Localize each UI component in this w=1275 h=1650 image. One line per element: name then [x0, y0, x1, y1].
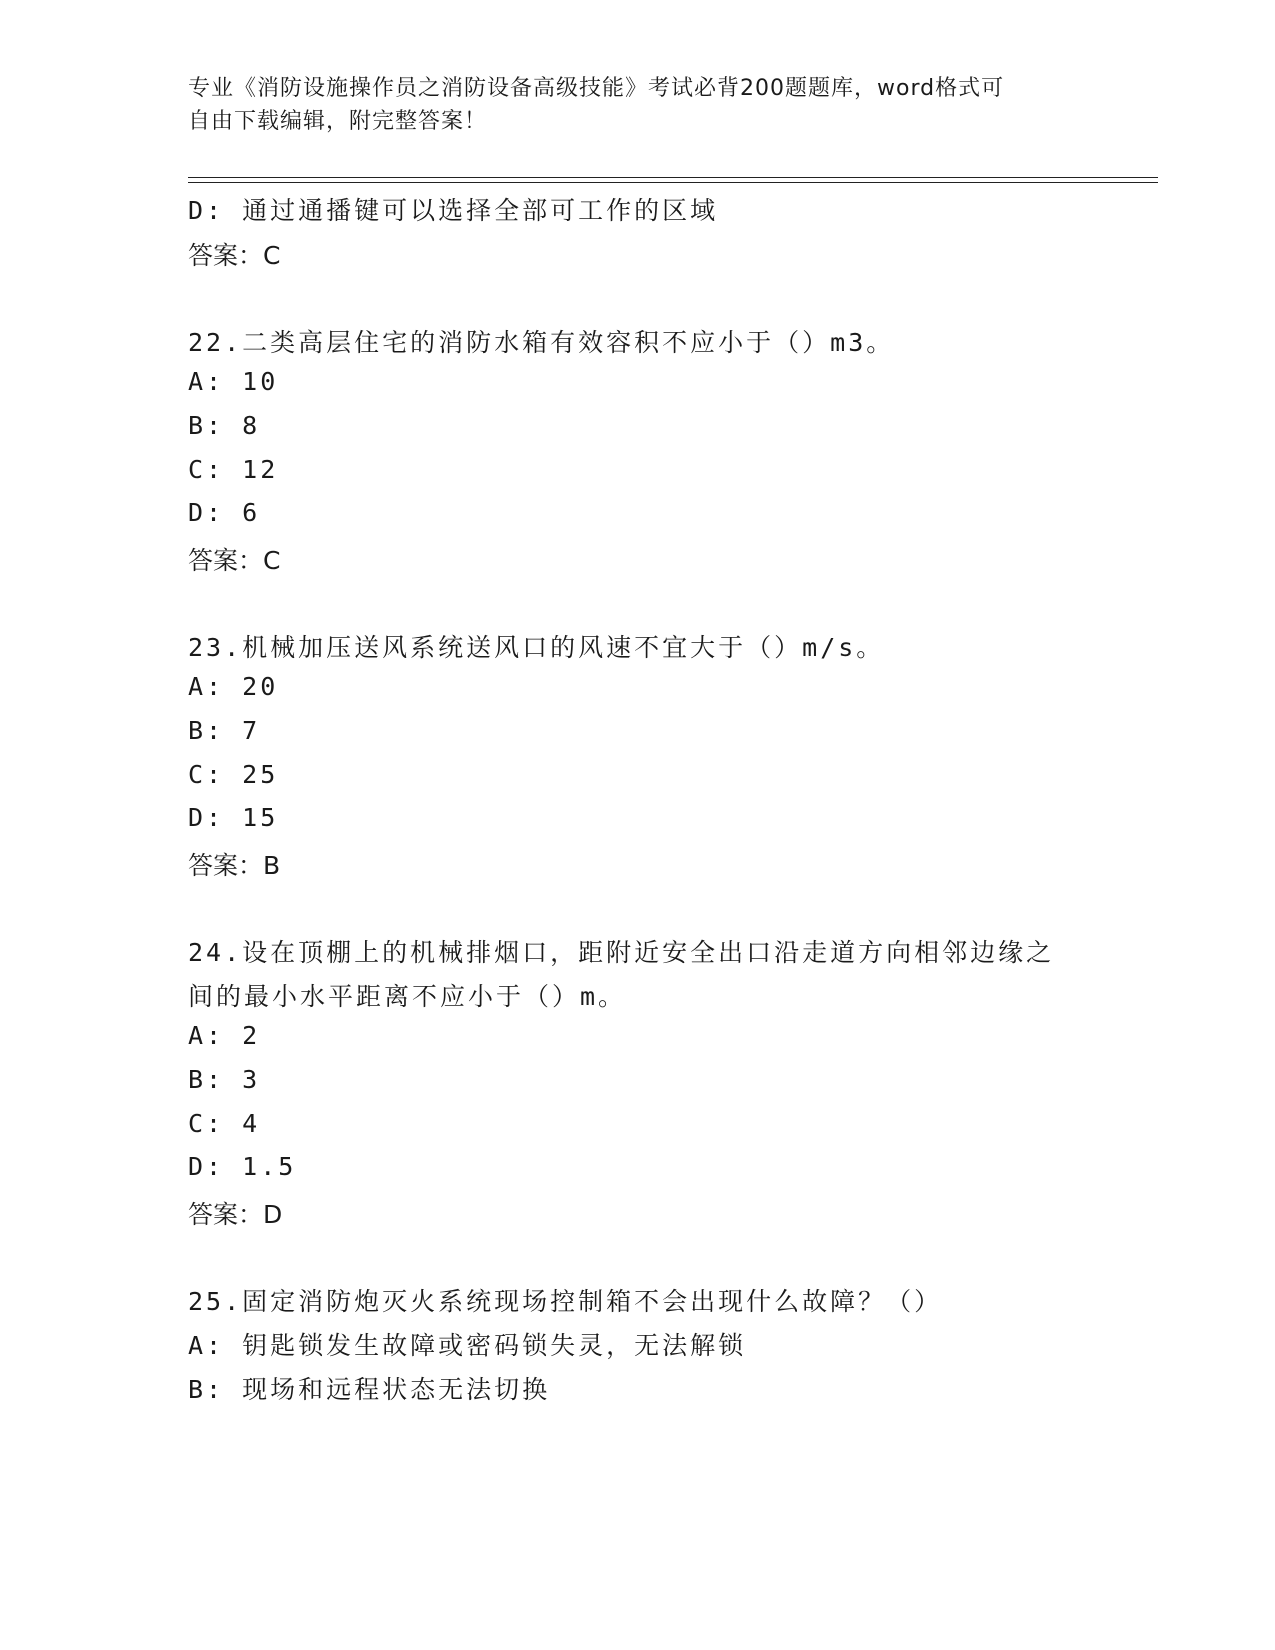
option-d-q21: D: 通过通播键可以选择全部可工作的区域 [188, 196, 719, 225]
option-b-q23: B: 7 [188, 716, 261, 745]
header-divider-top [188, 177, 1158, 178]
option-c-q23: C: 25 [188, 760, 279, 789]
option-a-q24: A: 2 [188, 1021, 261, 1050]
option-d-q22: D: 6 [188, 498, 261, 527]
answer-q22: 答案：C [188, 546, 281, 575]
option-b-q24: B: 3 [188, 1065, 261, 1094]
option-c-q22: C: 12 [188, 455, 279, 484]
option-a-q25: A: 钥匙锁发生故障或密码锁失灵，无法解锁 [188, 1331, 747, 1360]
document-header [188, 72, 1088, 138]
option-d-q24: D: 1.5 [188, 1152, 297, 1181]
question-23: 23.机械加压送风系统送风口的风速不宜大于（）m/s。 [188, 633, 885, 662]
option-a-q23: A: 20 [188, 672, 279, 701]
question-22: 22.二类高层住宅的消防水箱有效容积不应小于（）m3。 [188, 328, 895, 357]
header-line-1: 专业《消防设施操作员之消防设备高级技能》考试必背200题题库，word格式可 [188, 76, 1005, 101]
question-24-line-2: 间的最小水平距离不应小于（）m。 [188, 982, 627, 1011]
option-b-q22: B: 8 [188, 411, 261, 440]
option-c-q24: C: 4 [188, 1109, 261, 1138]
header-line-2: 自由下载编辑，附完整答案！ [188, 109, 488, 134]
option-a-q22: A: 10 [188, 367, 279, 396]
answer-q21: 答案：C [188, 241, 281, 270]
question-24-line-1: 24.设在顶棚上的机械排烟口，距附近安全出口沿走道方向相邻边缘之 [188, 938, 1055, 967]
answer-q23: 答案：B [188, 851, 281, 880]
option-b-q25: B: 现场和远程状态无法切换 [188, 1375, 551, 1404]
question-25: 25.固定消防炮灭火系统现场控制箱不会出现什么故障？（） [188, 1287, 943, 1316]
option-d-q23: D: 15 [188, 803, 279, 832]
header-divider-bottom [188, 182, 1158, 183]
answer-q24: 答案：D [188, 1200, 283, 1229]
